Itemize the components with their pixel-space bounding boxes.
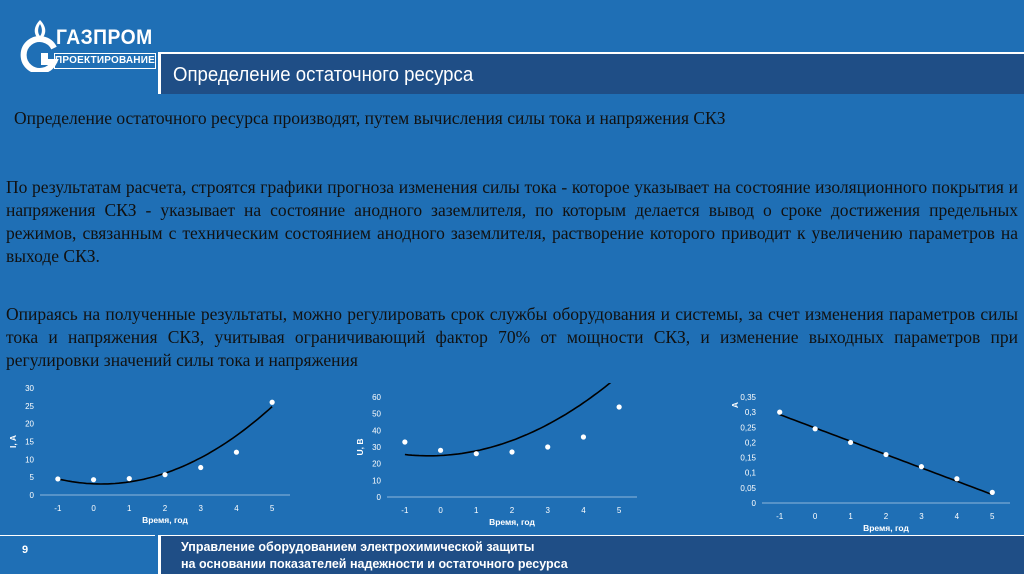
logo-subtitle: ПРОЕКТИРОВАНИЕ (54, 53, 156, 69)
y-tick-label: 0,2 (744, 438, 756, 448)
y-tick-label: 10 (25, 455, 34, 465)
y-tick-label: 30 (372, 443, 381, 452)
x-tick-label: 2 (162, 504, 168, 513)
data-point (581, 434, 586, 439)
data-point (919, 464, 924, 469)
x-tick-label: 2 (883, 512, 889, 521)
data-point (813, 426, 818, 431)
data-point (438, 448, 443, 453)
x-tick-label: 4 (581, 506, 586, 515)
data-point (91, 477, 96, 482)
footer-line-2: на основании показателей надежности и остаточного ресурса (181, 557, 568, 571)
title-bar (158, 52, 1024, 94)
data-point (545, 444, 550, 449)
y-tick-label: 0,25 (740, 423, 756, 433)
y-tick-label: 0,35 (740, 393, 756, 402)
chart-resource (720, 383, 1020, 535)
x-tick-label: 3 (198, 504, 203, 513)
y-tick-label: 0,15 (740, 453, 756, 463)
x-tick-label: 3 (919, 512, 924, 521)
x-axis-title: Время, год (863, 523, 909, 533)
intro-text: Определение остаточного ресурса производят, путем вычисления силы тока и напряжения СКЗ (14, 108, 726, 128)
page-number: 9 (22, 544, 29, 556)
trend-line (405, 383, 619, 456)
data-point (954, 476, 959, 481)
data-point (883, 452, 888, 457)
data-point (127, 476, 132, 481)
chart-current (0, 383, 300, 535)
y-tick-label: 25 (25, 401, 34, 411)
x-tick-label: 1 (848, 512, 853, 521)
x-tick-label: 4 (234, 504, 239, 513)
y-tick-label: 20 (25, 419, 34, 429)
y-tick-label: 5 (29, 473, 34, 483)
x-tick-label: -1 (54, 504, 62, 513)
x-axis-title: Время, год (142, 515, 188, 525)
paragraph-forecast: По результатам расчета, строятся графики прогноза изменения силы тока - которое указывает на состояние изоляционного покрытия и напряжения СКЗ - указывает на состояние анодного заземлителя, по которым делается вывод о сроке достижения предельных режимов, связанным с техническим состоянием анодного заземлителя, растворение которого приводит к увеличению параметров на выходе СКЗ. (6, 177, 1018, 266)
x-tick-label: 4 (954, 512, 960, 521)
data-point (509, 449, 514, 454)
x-tick-label: 5 (616, 506, 622, 515)
y-tick-label: 50 (372, 409, 381, 419)
y-axis-title: U, B (355, 438, 365, 456)
y-tick-label: 0 (29, 491, 34, 500)
data-point (198, 465, 203, 470)
y-axis-title: I, A (8, 435, 18, 448)
x-tick-label: 1 (127, 504, 132, 513)
chart-voltage (345, 383, 645, 535)
y-tick-label: 0,05 (740, 483, 756, 493)
x-axis-title: Время, год (489, 517, 535, 527)
y-tick-label: 40 (372, 426, 381, 436)
data-point (617, 404, 622, 409)
footer-left (0, 535, 155, 574)
x-tick-label: 3 (545, 506, 550, 515)
y-tick-label: 60 (372, 393, 381, 402)
logo-brand-text: ГАЗПРОМ (56, 26, 153, 49)
y-tick-label: 0 (376, 493, 381, 502)
paragraph-regulation: Опираясь на полученные результаты, можно регулировать срок службы оборудования и системы, за счет изменения параметров силы тока и напряжения СКЗ, учитывая ограничивающий фактор 70% от мощности СКЗ, и изменение выходных параметров при регулировки значений силы тока и напряжения (6, 304, 1018, 370)
data-point (474, 451, 479, 456)
data-point (990, 490, 995, 495)
x-tick-label: -1 (776, 512, 784, 521)
data-point (270, 400, 275, 405)
y-tick-label: 20 (372, 459, 381, 469)
footer-right (158, 535, 1024, 574)
company-logo (18, 10, 153, 80)
y-tick-label: 30 (25, 384, 34, 393)
data-point (162, 472, 167, 477)
y-tick-label: 10 (372, 476, 381, 486)
y-tick-label: 15 (25, 437, 34, 447)
x-tick-label: 5 (269, 504, 275, 513)
page-title: Определение остаточного ресурса (173, 64, 474, 86)
y-tick-label: 0,3 (744, 408, 756, 418)
data-point (234, 450, 239, 455)
data-point (777, 410, 782, 415)
y-tick-label: 0,1 (744, 468, 756, 478)
y-tick-label: 0 (751, 499, 756, 508)
x-tick-label: 5 (990, 512, 995, 521)
data-point (402, 439, 407, 444)
data-point (55, 476, 60, 481)
y-axis-title: A (730, 401, 740, 409)
x-tick-label: 1 (474, 506, 479, 515)
x-tick-label: 0 (91, 504, 96, 513)
x-tick-label: -1 (401, 506, 409, 515)
x-tick-label: 0 (438, 506, 443, 515)
footer-line-1: Управление оборудованием электрохимической защиты (181, 540, 535, 554)
data-point (848, 440, 853, 445)
x-tick-label: 2 (509, 506, 515, 515)
x-tick-label: 0 (812, 512, 818, 521)
